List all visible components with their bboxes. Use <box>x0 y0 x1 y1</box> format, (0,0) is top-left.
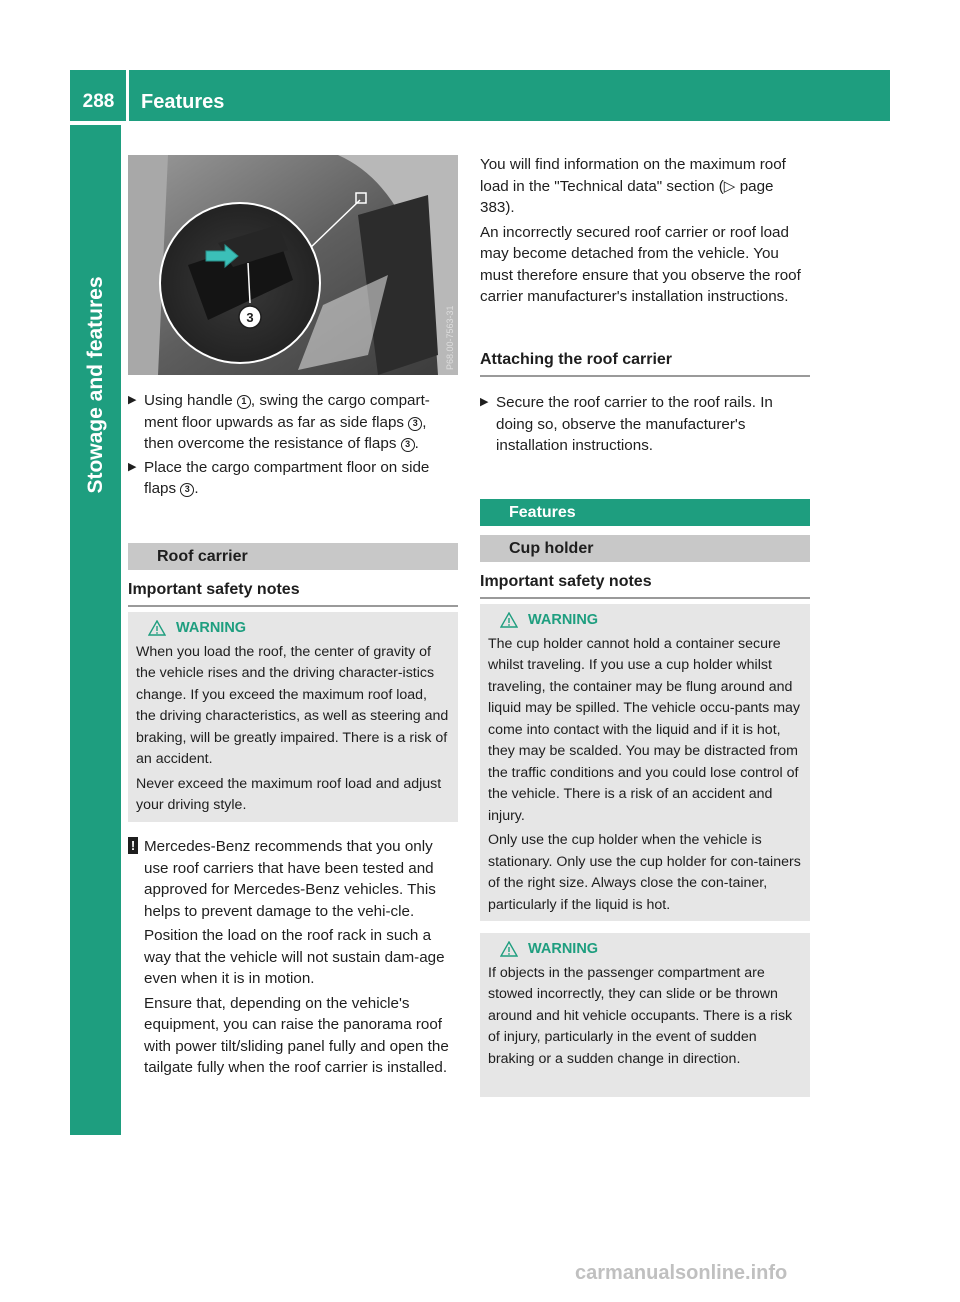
warning-text: When you load the roof, the center of gravity of the vehicle rises and the driving character-istics change. If you exceed the maximum roof load, the driving characteristics, as well as steering and braking, will be greatly impaired. There is a risk of an accident. <box>136 643 449 767</box>
list-item: ▶ Secure the roof carrier to the roof rails. In doing so, observe the manufacturer's installation instructions. <box>480 394 773 454</box>
right-steps <box>480 392 812 459</box>
sidebar-chapter-label-wrap <box>70 125 121 645</box>
divider <box>128 605 458 607</box>
sidebar-chapter-label: Stowage and features <box>83 276 107 494</box>
warning-title: WARNING <box>488 939 802 961</box>
arrow-icon: ▶ <box>480 396 489 408</box>
warning-title: WARNING <box>136 618 450 640</box>
list-item: ▶ Place the cargo compartment floor on side flaps 3 . <box>128 458 430 497</box>
warning-text: Only use the cup holder when the vehicle is stationary. Only use the cup holder for con-tainers of the right size. Always close the con-tainer, particularly if the liquid is hot. <box>488 832 801 913</box>
paragraph: You will find information on the maximum roof load in the "Technical data" section (▷ page 383). <box>480 156 786 216</box>
callout-3-icon: 3 <box>180 483 194 497</box>
warning-text: If objects in the passenger compartment are stowed incorrectly, they can slide or be thrown around and hit vehicle occupants. There is a risk of injury, particularly in the event of sudden braking or a sudden change in direction. <box>488 964 793 1067</box>
warning-box-cup-holder <box>480 604 810 921</box>
callout-3-icon: 3 <box>408 417 422 431</box>
subheading-safety: Important safety notes <box>128 581 300 598</box>
warning-title: WARNING <box>488 610 802 632</box>
warning-text: The cup holder cannot hold a container secure whilst traveling. If you use a cup holder whilst traveling, the container may be flung around and liquid may be spilled. The vehicle occu-pants may come into contact with the liquid and if it is hot, they may be scalded. You may be distracted from the traffic conditions and you could lose control of the vehicle. There is a risk of an accident and injury. <box>488 635 801 824</box>
section-roof-carrier: Roof carrier <box>128 543 458 570</box>
note-block <box>128 836 460 1082</box>
header-divider <box>126 70 129 121</box>
callout-3-icon: 3 <box>401 438 415 452</box>
sidebar-bar <box>70 645 121 1135</box>
note-item: ! Mercedes-Benz recommends that you only use roof carriers that have been tested and approved for Mercedes-Benz vehicles. This helps to prevent damage to the vehi-cle. Position the load on the roof rack in such a way that the vehicle will not sustain dam-age even when it is in motion. Ensure that, depending on the vehicle's equipment, you can raise the panorama roof with power tilt/sliding panel fully and open the tailgate fully when the roof carrier is installed. <box>128 836 460 1079</box>
page-number: 288 <box>82 91 115 112</box>
figure-code: P68.00-7563-31 <box>445 305 455 370</box>
section-features: Features <box>480 499 810 526</box>
arrow-icon: ▶ <box>128 460 137 473</box>
figure-callout: 3 <box>246 310 254 325</box>
warning-triangle-icon <box>500 941 518 957</box>
subheading-attaching: Attaching the roof carrier <box>480 351 673 368</box>
warning-box-objects <box>480 933 810 1097</box>
warning-text: Never exceed the maximum roof load and adjust your driving style. <box>136 775 442 813</box>
cargo-compartment-photo <box>128 155 458 375</box>
divider <box>480 597 810 599</box>
warning-triangle-icon <box>148 620 166 636</box>
arrow-icon: ▶ <box>128 394 137 406</box>
paragraph: An incorrectly secured roof carrier or roof load may become detached from the vehicle. You must therefore ensure that you observe the roof carrier manufacturer's installation instructions. <box>480 223 801 305</box>
callout-1-icon: 1 <box>237 395 251 409</box>
page-title: Features <box>141 91 225 113</box>
section-cup-holder: Cup holder <box>480 535 810 562</box>
subheading-safety: Important safety notes <box>480 573 652 590</box>
list-item: ▶ Using handle 1 , swing the cargo compart-ment floor upwards as far as side flaps 3 , then overcome the resistance of flaps 3 . <box>128 392 430 452</box>
watermark: carmanualsonline.info <box>575 1262 788 1284</box>
divider <box>480 375 810 377</box>
left-steps <box>128 390 460 502</box>
warning-triangle-icon <box>500 612 518 628</box>
exclamation-icon: ! <box>128 837 138 854</box>
warning-box-roof <box>128 612 458 822</box>
right-intro <box>480 154 812 308</box>
